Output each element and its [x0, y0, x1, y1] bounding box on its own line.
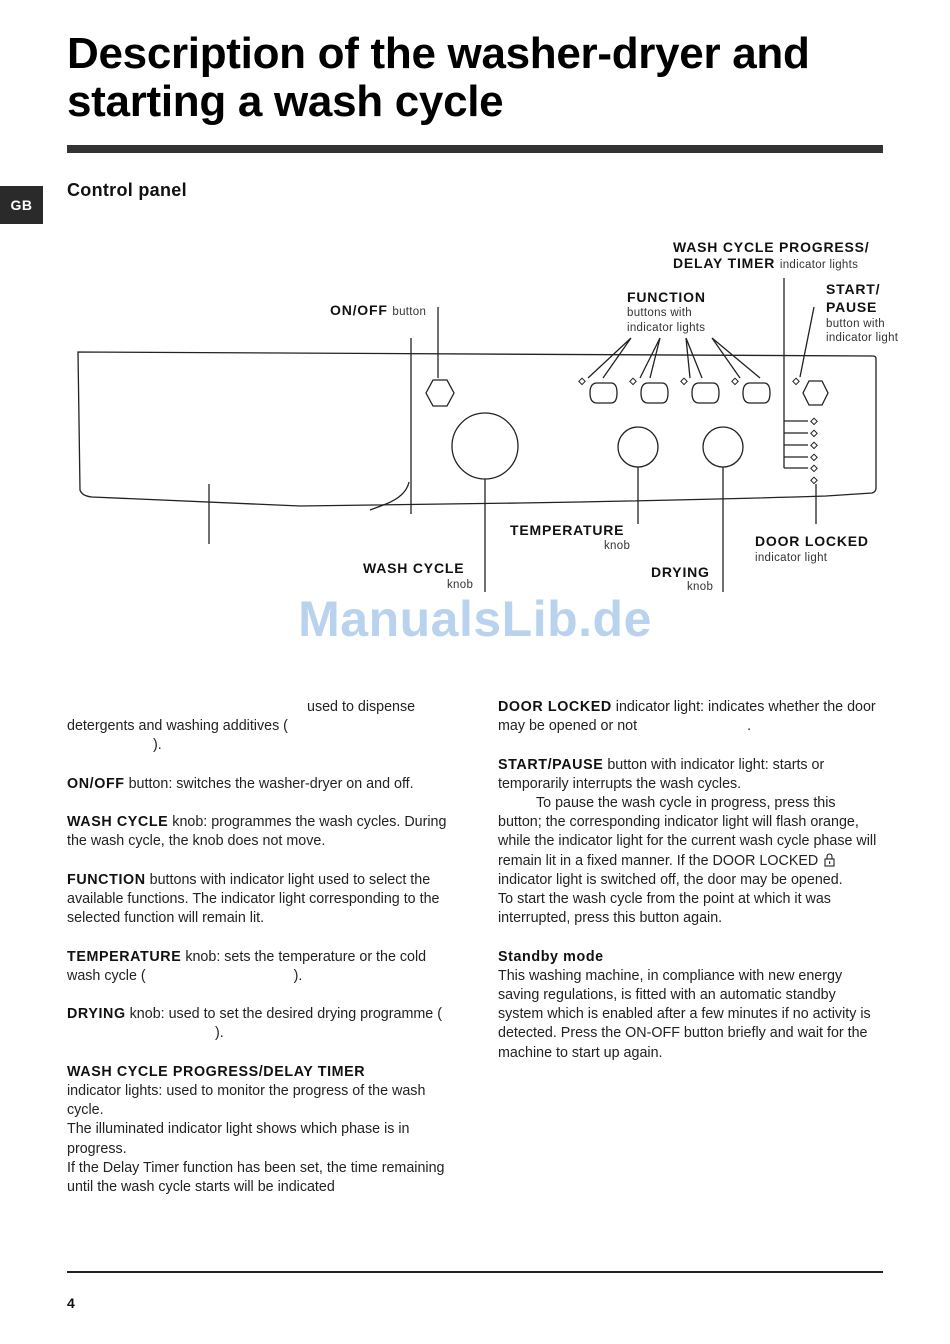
onoff-paragraph — [67, 775, 452, 794]
progress-label — [673, 239, 869, 273]
start-paragraph — [498, 756, 883, 929]
door-text-1: indicator light: indicates whether the door may be opened or not — [498, 699, 876, 735]
start-label-line-2: PAUSE — [826, 299, 878, 315]
wash-cycle-sub: knob — [447, 579, 474, 591]
start-text: button with indicator light: starts or temporarily interrupts the wash cycles. — [498, 756, 825, 792]
detergent-line-2: detergents and washing additives ( — [67, 718, 288, 735]
temperature-sub: knob — [604, 540, 631, 552]
function-button-1 — [590, 383, 617, 403]
progress-light — [811, 465, 817, 471]
drying-knob-shape — [703, 427, 743, 467]
drying-text-2: ). — [215, 1025, 224, 1042]
page-number: 4 — [67, 1295, 75, 1311]
temperature-text-2: ). — [293, 967, 303, 984]
right-column — [498, 698, 883, 1082]
wash-cycle-label: WASH CYCLE — [363, 560, 465, 576]
standby-text: This washing machine, in compliance with new energy saving regulations, is fitted with an automatic standby system which is enabled after a few minutes if no activity is detected. Press the ON-OFF button briefly and wait for the machine to start up again. — [498, 967, 871, 1061]
onoff-label-sub: button — [392, 306, 427, 318]
pause-text-2: indicator light is switched off, the door may be opened. — [498, 871, 843, 888]
drying-sub: knob — [687, 581, 714, 593]
onoff-label — [330, 302, 426, 320]
door-text-2: . — [747, 718, 752, 735]
door-locked-light — [811, 477, 817, 483]
drying-label: DRYING — [651, 564, 710, 580]
onoff-text: button: switches the washer-dryer on and off. — [124, 775, 414, 792]
temperature-term: TEMPERATURE — [67, 948, 182, 965]
indicator-dot — [793, 378, 799, 384]
progress-paragraph — [67, 1063, 452, 1197]
left-column — [67, 698, 452, 1216]
function-button-2 — [641, 383, 668, 403]
indicator-dot — [630, 378, 636, 384]
progress-light — [811, 430, 817, 436]
onoff-label-title: ON/OFF — [330, 302, 388, 318]
standby-title: Standby mode — [498, 948, 604, 965]
onoff-term: ON/OFF — [67, 775, 125, 792]
door-term: DOOR LOCKED — [498, 699, 612, 715]
detergent-line-1: used to dispense — [307, 699, 416, 715]
progress-term: WASH CYCLE PROGRESS/DELAY TIMER — [67, 1063, 366, 1080]
indicator-dot — [579, 378, 585, 384]
start-sub-line-2: indicator light — [826, 332, 899, 344]
start-label-line-1: START/ — [826, 281, 881, 297]
temperature-label: TEMPERATURE — [510, 522, 625, 538]
wash-cycle-knob-shape — [452, 413, 518, 479]
function-button-4 — [743, 383, 770, 403]
progress-text-3: If the Delay Timer function has been set, the time remaining until the wash cycle starts will be indicated — [67, 1159, 445, 1195]
function-label: FUNCTION — [627, 289, 706, 305]
temperature-text-1: knob: sets the temperature or the cold wash cycle ( — [67, 948, 427, 984]
function-term: FUNCTION — [67, 871, 146, 888]
detergent-drawer-line — [370, 338, 411, 514]
progress-text-1: indicator lights: used to monitor the progress of the wash cycle. — [67, 1082, 426, 1119]
section-title: Control panel — [67, 180, 187, 200]
function-sub-line-2: indicator lights — [627, 322, 706, 334]
drying-term: DRYING — [67, 1006, 126, 1023]
function-sub-line-1: buttons with — [627, 307, 692, 319]
temperature-knob-shape — [618, 427, 658, 467]
function-button-3 — [692, 383, 719, 403]
progress-label-line-2: DELAY TIMER — [673, 255, 776, 271]
lock-icon — [824, 853, 835, 867]
page-title-line-2: starting a wash cycle — [67, 77, 504, 126]
detergent-line-3: ). — [153, 737, 162, 754]
function-text: buttons with indicator light used to select the available functions. The indicator light corresponding to the selected function will remain lit. — [67, 871, 440, 927]
door-locked-sub: indicator light — [755, 552, 828, 564]
language-tab: GB — [0, 186, 43, 224]
progress-label-sub: indicator lights — [779, 259, 859, 271]
pause-text-1: To pause the wash cycle in progress, press this button; the corresponding indicator light will flash orange, while the indicator light for the current wash cycle phase will remain lit in a fixed manner. If the DOOR LOCKED — [498, 795, 877, 869]
start-term: START/PAUSE — [498, 756, 604, 773]
temperature-paragraph — [67, 948, 452, 986]
progress-light — [811, 454, 817, 460]
door-locked-label: DOOR LOCKED — [755, 533, 869, 549]
progress-text-2: The illuminated indicator light shows which phase is in progress. — [67, 1121, 410, 1157]
standby-paragraph — [498, 948, 883, 1063]
washcycle-text: knob: programmes the wash cycles. During the wash cycle, the knob does not move. — [67, 814, 447, 850]
onoff-button-shape — [426, 380, 454, 406]
detergent-paragraph — [67, 698, 452, 756]
indicator-dot — [732, 378, 738, 384]
drying-text-1: knob: used to set the desired drying programme ( — [125, 1006, 442, 1023]
footer-divider — [67, 1271, 883, 1273]
indicator-dot — [681, 378, 687, 384]
washcycle-paragraph — [67, 813, 452, 851]
restart-text: To start the wash cycle from the point at which it was interrupted, press this button again. — [498, 891, 831, 927]
start-pause-button-shape — [803, 381, 828, 405]
door-paragraph — [498, 698, 883, 736]
watermark: ManualsLib.de — [298, 591, 652, 647]
page-title-line-1: Description of the washer-dryer and — [67, 29, 810, 78]
washcycle-term: WASH CYCLE — [67, 814, 169, 831]
progress-label-line-1: WASH CYCLE PROGRESS/ — [673, 239, 870, 255]
function-paragraph — [67, 871, 452, 929]
progress-light — [811, 418, 817, 424]
progress-light — [811, 442, 817, 448]
drying-paragraph — [67, 1005, 452, 1043]
start-sub-line-1: button with — [826, 318, 885, 330]
